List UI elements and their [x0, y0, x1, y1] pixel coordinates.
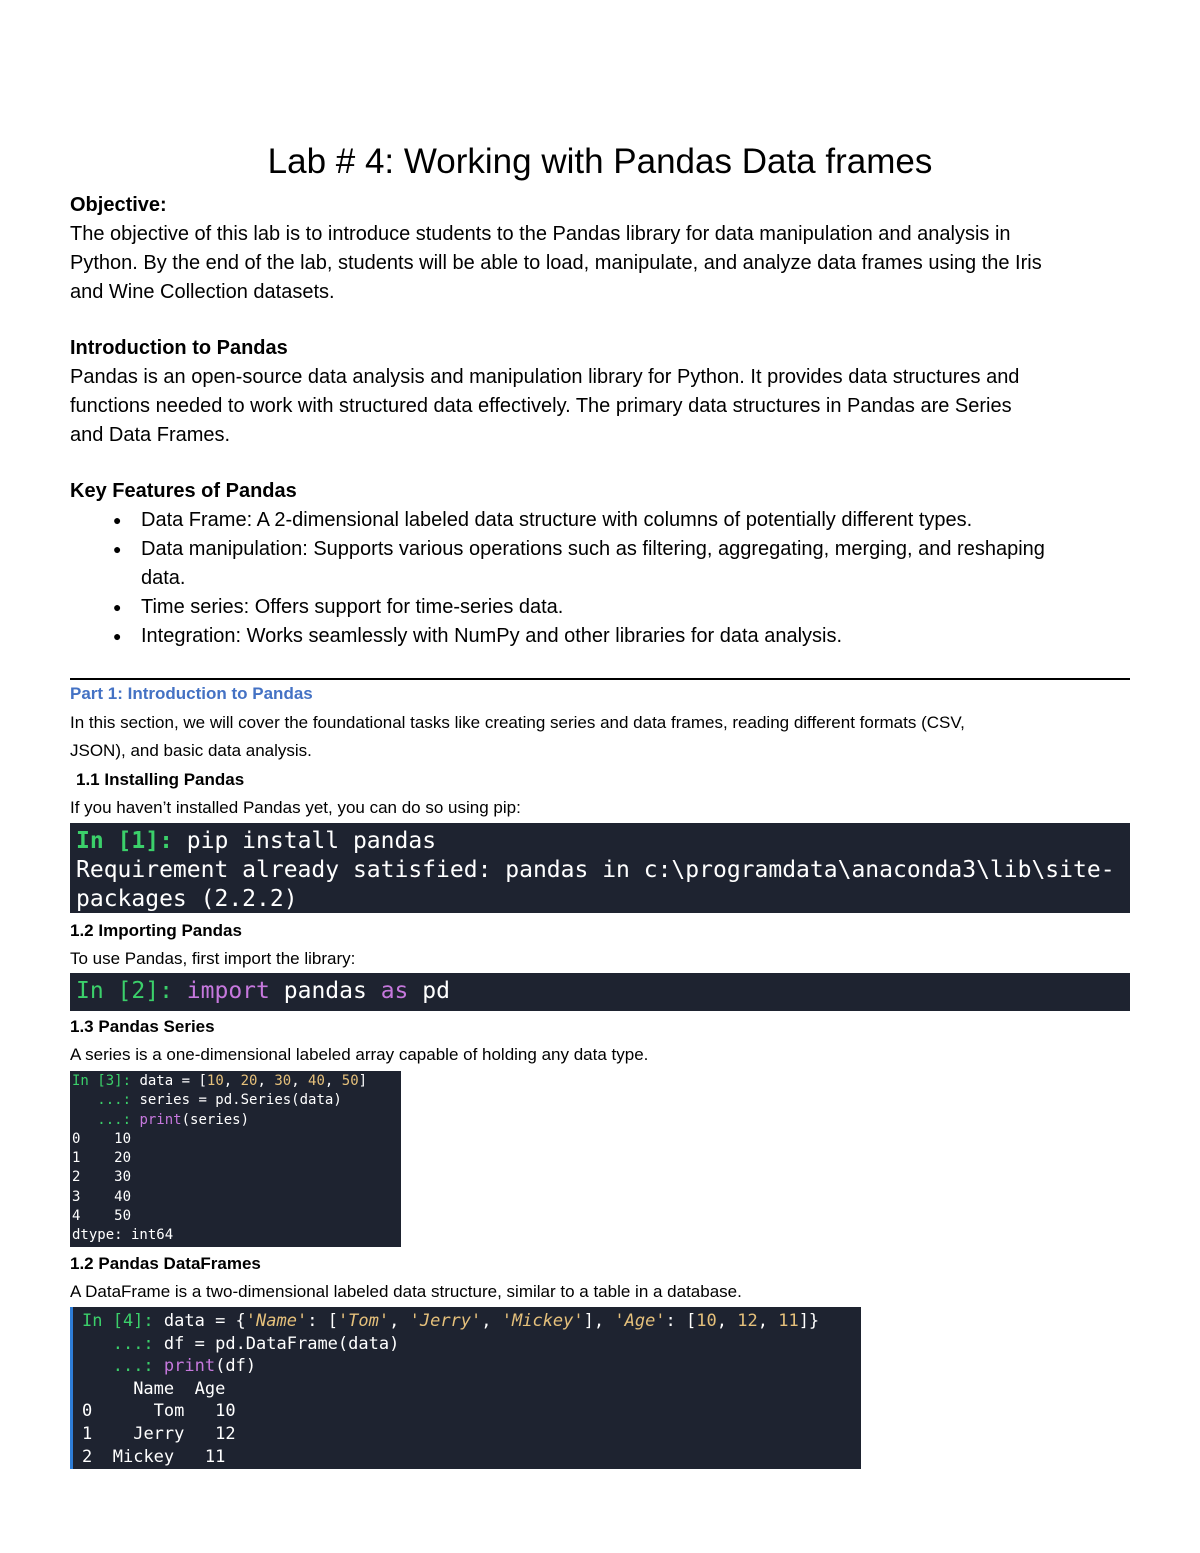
df-index: 1: [82, 1423, 93, 1444]
series-index: 2: [72, 1169, 81, 1186]
keyword: as: [380, 978, 409, 1004]
objective-heading: Objective:: [70, 194, 167, 216]
df-cell: 10: [215, 1401, 236, 1422]
number: 10: [206, 1073, 224, 1089]
prompt: ...:: [97, 1111, 132, 1128]
df-index: 0: [82, 1401, 93, 1422]
intro-line: functions needed to work with structured data effectively. The primary data structures in Pandas are Series: [70, 395, 1012, 417]
series-value: 20: [114, 1150, 132, 1167]
section-text: To use Pandas, first import the library:: [70, 949, 356, 968]
section-divider: [70, 678, 1130, 680]
section-1-3: [70, 1013, 1130, 1069]
code-cell-install: [70, 823, 1130, 913]
code-output: packages (2.2.2): [76, 886, 298, 912]
series-value: 50: [114, 1208, 132, 1225]
code-cell-series: In [3]: data = [10, 20, 30, 40, 50] ...: series = pd.Series(data) ...: print(series) 0 10 1 20 2 30 3 40 4 50 dtype: int64: [70, 1071, 401, 1247]
code-token: data = [: [139, 1073, 207, 1089]
prompt: In [3]:: [72, 1073, 132, 1089]
series-index: 4: [72, 1208, 81, 1225]
prompt: ...:: [112, 1356, 154, 1377]
part1-intro-line: JSON), and basic data analysis.: [70, 741, 312, 760]
part1-title: Part 1: Introduction to Pandas: [70, 684, 313, 703]
page-title: Lab # 4: Working with Pandas Data frames: [267, 142, 933, 182]
section-text: If you haven’t installed Pandas yet, you can do so using pip:: [70, 798, 521, 817]
code-output: Requirement already satisfied: pandas in c:\programdata\anaconda3\lib\site-: [76, 857, 1115, 883]
feature-item-continuation: data.: [141, 567, 186, 589]
keyword: print: [139, 1111, 182, 1128]
code-cell-import: [70, 973, 1130, 1011]
objective-line: and Wine Collection datasets.: [70, 281, 335, 303]
string: 'Mickey': [501, 1311, 584, 1331]
series-index: 1: [72, 1150, 81, 1167]
prompt: ...:: [97, 1092, 132, 1109]
section-heading: 1.1 Installing Pandas: [76, 770, 245, 789]
section-1-1: [70, 766, 1130, 822]
code-token: (df): [215, 1356, 257, 1377]
section-heading: 1.2 Pandas DataFrames: [70, 1254, 261, 1273]
df-cell: Mickey: [112, 1446, 175, 1467]
prompt: In [2]:: [76, 978, 173, 1004]
code-token: pandas: [283, 978, 367, 1004]
series-value: 40: [114, 1188, 132, 1205]
df-cell: Tom: [153, 1401, 185, 1422]
number: 30: [274, 1073, 292, 1089]
number: 12: [737, 1311, 758, 1331]
df-index: 2: [82, 1446, 93, 1467]
df-column-header: Age: [194, 1378, 226, 1399]
series-value: 30: [114, 1169, 132, 1186]
number: 20: [240, 1073, 258, 1089]
number: 40: [308, 1073, 325, 1089]
section-text: A series is a one-dimensional labeled array capable of holding any data type.: [70, 1045, 649, 1064]
prompt: ...:: [112, 1333, 154, 1354]
number: 11: [778, 1311, 799, 1331]
objective-line: Python. By the end of the lab, students will be able to load, manipulate, and analyze data frames using the Iris: [70, 252, 1042, 274]
objective-line: The objective of this lab is to introduce students to the Pandas library for data manipulation and analysis in: [70, 223, 1011, 245]
series-index: 0: [72, 1130, 81, 1147]
code-token: series = pd.Series(data): [139, 1092, 342, 1109]
code-token: data = {: [163, 1311, 246, 1331]
part1-intro: [70, 709, 1130, 765]
objective-section: [70, 191, 1130, 307]
string: 'Tom': [337, 1311, 390, 1331]
prompt: In [4]:: [82, 1311, 154, 1331]
features-heading: Key Features of Pandas: [70, 480, 297, 502]
series-dtype: dtype: int64: [72, 1227, 174, 1244]
section-text: A DataFrame is a two-dimensional labeled data structure, similar to a table in a database.: [70, 1282, 742, 1301]
intro-heading: Introduction to Pandas: [70, 337, 288, 359]
series-value: 10: [114, 1130, 132, 1147]
section-heading: 1.3 Pandas Series: [70, 1017, 215, 1036]
code-token: pd: [422, 978, 450, 1004]
series-index: 3: [72, 1188, 81, 1205]
section-1-2: [70, 917, 1130, 973]
section-1-4: [70, 1250, 1130, 1306]
feature-item: ● Data manipulation: Supports various operations such as filtering, aggregating, merging, and reshaping: [70, 535, 1130, 564]
string: 'Name': [245, 1311, 308, 1331]
code-token: df = pd.DataFrame(data): [163, 1333, 400, 1354]
code-command: pip install pandas: [186, 828, 437, 854]
string: 'Jerry': [409, 1311, 482, 1331]
intro-line: and Data Frames.: [70, 424, 231, 446]
features-list: [70, 506, 1130, 651]
code-cell-dataframe: In [4]: data = {'Name': ['Tom', 'Jerry', 'Mickey'], 'Age': [10, 12, 11]} ...: df = pd.DataFrame(data) ...: print(df) Name Age 0 Tom 10 1 Jerry 12 2 Mickey 11: [70, 1307, 861, 1469]
string: 'Age': [614, 1311, 666, 1331]
prompt: In [1]:: [76, 828, 173, 854]
df-cell: 12: [215, 1423, 236, 1444]
df-column-header: Name: [133, 1378, 175, 1399]
number: 10: [696, 1311, 717, 1331]
part1-intro-line: In this section, we will cover the foundational tasks like creating series and data frames, reading different formats (CSV,: [70, 713, 965, 732]
keyword: print: [163, 1356, 216, 1377]
feature-item: ● Time series: Offers support for time-series data.: [70, 593, 1130, 622]
intro-section: [70, 334, 1130, 450]
df-cell: Jerry: [133, 1423, 185, 1444]
df-cell: 11: [204, 1446, 226, 1467]
code-token: (series): [181, 1111, 250, 1128]
section-heading: 1.2 Importing Pandas: [70, 921, 242, 940]
number: 50: [341, 1073, 359, 1089]
keyword: import: [186, 978, 270, 1004]
feature-item: ● Integration: Works seamlessly with NumPy and other libraries for data analysis.: [70, 622, 1130, 651]
intro-line: Pandas is an open-source data analysis and manipulation library for Python. It provides data structures and: [70, 366, 1020, 388]
feature-item: ● Data Frame: A 2-dimensional labeled data structure with columns of potentially different types.: [70, 506, 1130, 535]
